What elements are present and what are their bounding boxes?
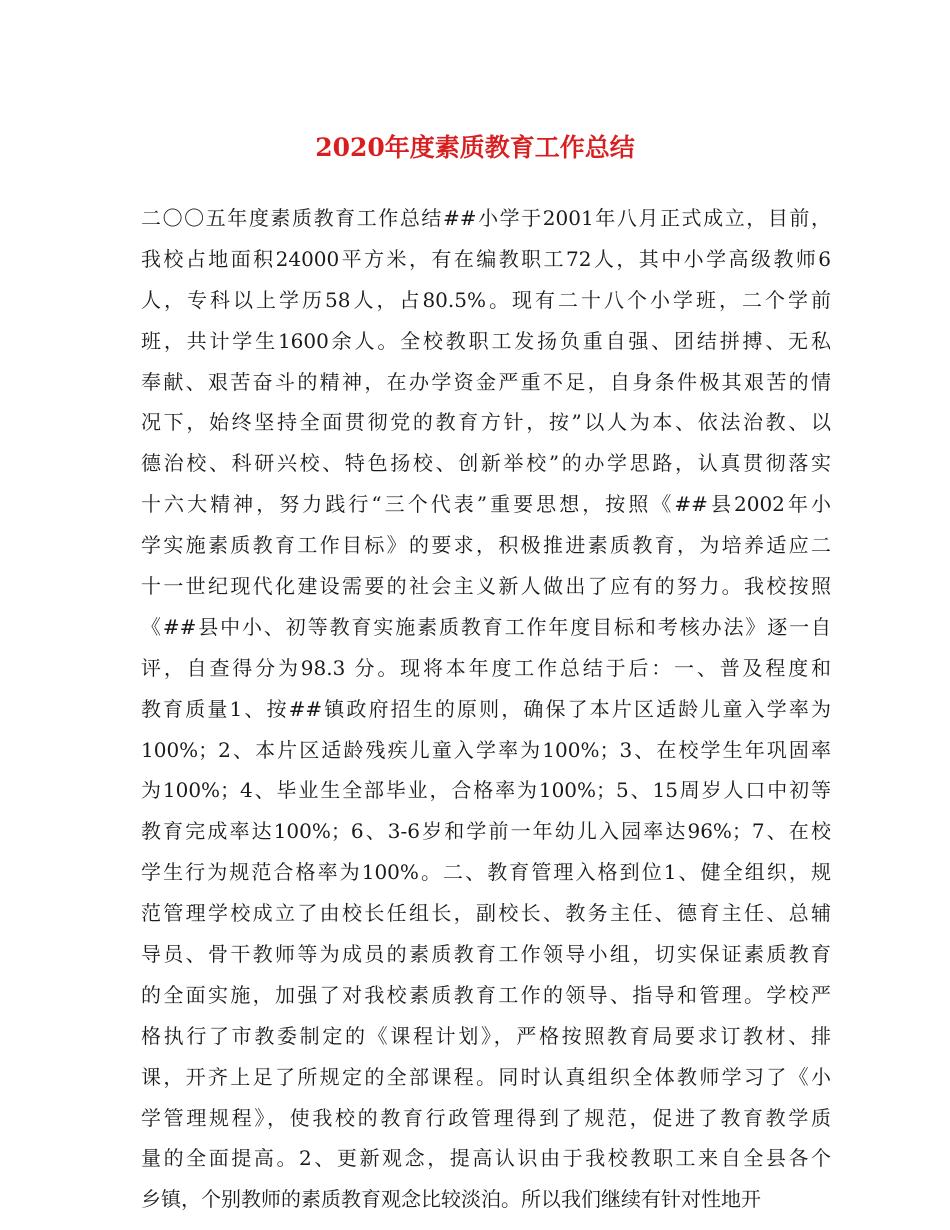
body-line: 《##县中小、初等教育实施素质教育工作年度目标和考核办法》逐一自 [141, 614, 831, 639]
body-line: 的全面实施，加强了对我校素质教育工作的领导、指导和管理。学校严 [141, 982, 831, 1007]
body-line: 学实施素质教育工作目标》的要求，积极推进素质教育，为培养适应二 [141, 533, 831, 558]
body-line: 十六大精神，努力践行“三个代表”重要思想，按照《##县2002年小 [141, 492, 831, 517]
body-line: 况下，始终坚持全面贯彻党的教育方针，按”以人为本、依法治教、以 [141, 410, 831, 435]
body-line: 十一世纪现代化建设需要的社会主义新人做出了应有的努力。我校按照 [141, 574, 831, 599]
body-line: 格执行了市教委制定的《课程计划》，严格按照教育局要求订教材、排 [141, 1023, 831, 1048]
body-line: 学生行为规范合格率为100%。二、教育管理入格到位1、健全组织，规 [141, 860, 831, 885]
body-line: 为100%；4、毕业生全部毕业，合格率为100%；5、15周岁人口中初等 [141, 778, 831, 803]
body-line: 范管理学校成立了由校长任组长，副校长、教务主任、德育主任、总辅 [141, 901, 831, 926]
body-line: 德治校、科研兴校、特色扬校、创新举校”的办学思路，认真贯彻落实 [141, 451, 831, 476]
body-line: 教育质量1、按##镇政府招生的原则，确保了本片区适龄儿童入学率为 [141, 696, 831, 721]
body-line: 学管理规程》，使我校的教育行政管理得到了规范，促进了教育教学质 [141, 1105, 831, 1130]
body-line: 教育完成率达100%；6、3-6岁和学前一年幼儿入园率达96%；7、在校 [141, 819, 831, 844]
body-line: 导员、骨干教师等为成员的素质教育工作领导小组，切实保证素质教育 [141, 942, 831, 967]
body-line: 评，自查得分为98.3 分。现将本年度工作总结于后：一、普及程度和 [141, 655, 831, 680]
document-title: 2020年度素质教育工作总结 [315, 133, 635, 162]
body-line: 二〇〇五年度素质教育工作总结##小学于2001年八月正式成立，目前， [141, 206, 831, 230]
body-line: 班，共计学生1600余人。全校教职工发扬负重自强、团结拼搏、无私 [141, 328, 831, 353]
body-line: 100%；2、本片区适龄残疾儿童入学率为100%；3、在校学生年巩固率 [141, 737, 831, 762]
body-line: 乡镇，个别教师的素质教育观念比较淡泊。所以我们继续有针对性地开 [141, 1187, 761, 1212]
body-line: 我校占地面积24000平方米，有在编教职工72人，其中小学高级教师6 [141, 246, 831, 271]
body-line: 人，专科以上学历58人，占80.5%。现有二十八个小学班，二个学前 [141, 287, 831, 312]
body-line: 量的全面提高。2、更新观念，提高认识由于我校教职工来自全县各个 [141, 1146, 831, 1171]
body-line: 奉献、艰苦奋斗的精神，在办学资金严重不足，自身条件极其艰苦的情 [141, 369, 831, 394]
body-line: 课，开齐上足了所规定的全部课程。同时认真组织全体教师学习了《小 [141, 1064, 831, 1089]
document-body [141, 198, 831, 1220]
